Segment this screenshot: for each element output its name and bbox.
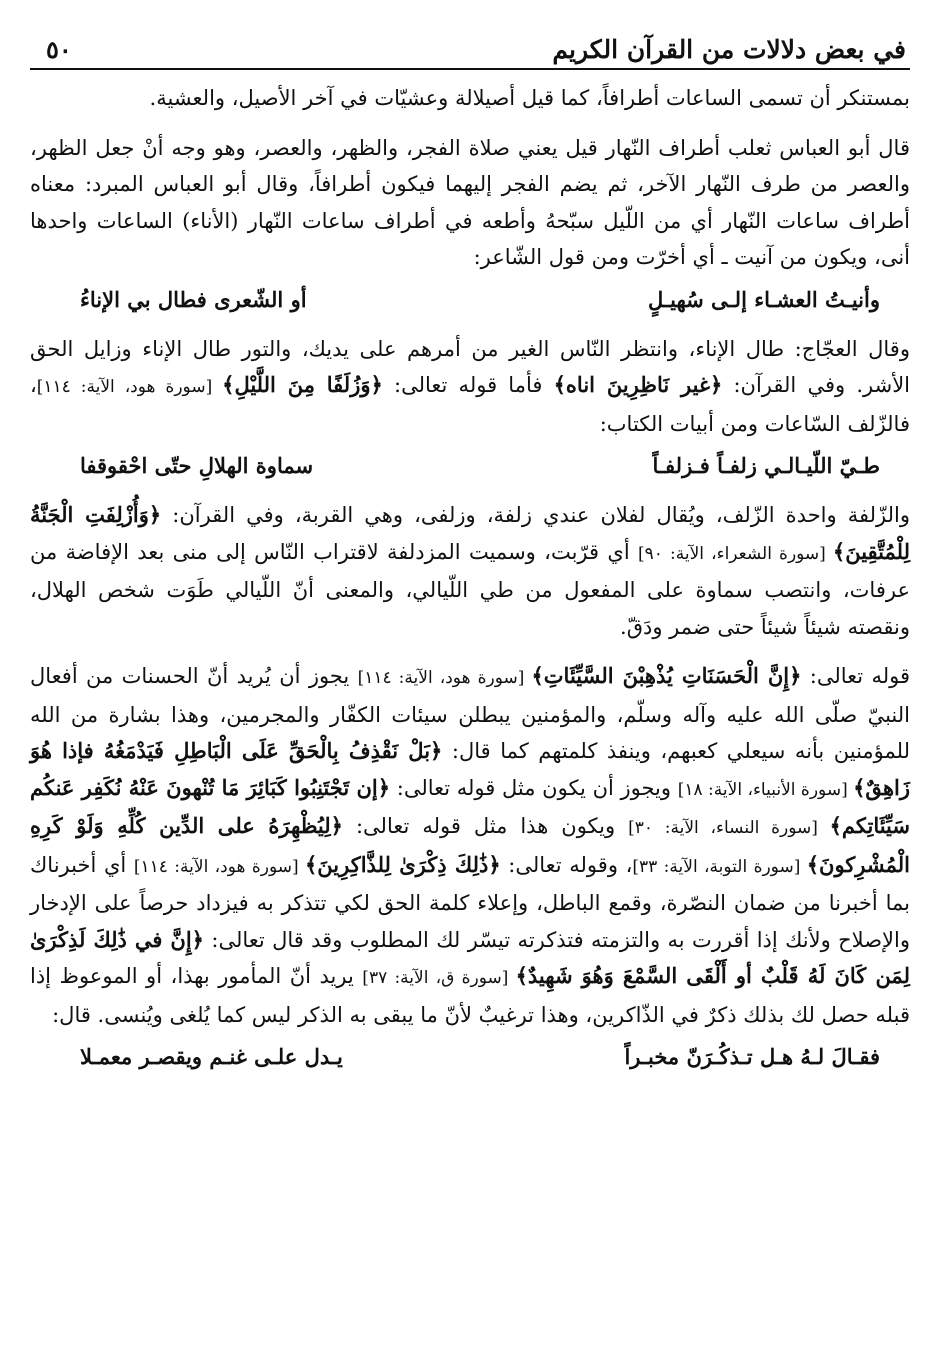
verse-1-first-hemistich: وأنيـتُ العشـاء إلـى سُهيـلٍ	[648, 286, 880, 312]
quran-quote: ﴿إن تَجْتَنِبُوا كَبَائِرَ مَا تُنْهونَ عَنْهُ نُكَفِر عَنكُم سَيِّئَاتِكم﴾	[30, 774, 910, 838]
p5-text-d: ويكون هذا مثل قوله تعالى:	[342, 814, 629, 838]
quran-quote: ﴿بَلْ نَقْذِفُ بِالْحَقِّ عَلَى الْبَاطِلِ فَيَدْمَغُهُ فإذا هُوَ زَاهِقٌ﴾	[30, 738, 910, 800]
quran-quote: ﴿إِنَّ الْحَسَنَاتِ يُذْهِبْنَ السَّيِّئَاتِ﴾	[531, 663, 802, 688]
p5-text-a: قوله تعالى:	[801, 664, 910, 688]
poetry-verse-1	[30, 282, 910, 318]
verse-1-second-hemistich: أو الشّعرى فطال بي الإناءُ	[80, 286, 307, 312]
p5-text-c: ويجوز أن يكون مثل قوله تعالى:	[390, 775, 678, 800]
running-header	[30, 28, 910, 70]
p3-text-b: فأما قوله تعالى:	[382, 373, 554, 397]
paragraph-2: قال أبو العباس ثعلب أطراف النّهار قيل يعني صلاة الفجر، والظهر، والعصر، وهو وجه أنْ جعل الظهر، والعصر من طرف النّهار الآخر، ثم يضم الفجر إليهما فيكون أطرافاً، وقال أبو العباس المبرد: معناه أطراف ساعات النّهار أي من اللّيل سبّحهُ وأطعه في أطراف ساعات النّهار (الأناء) الساعات واحدها أنى، ويكون من آنيت ـ أي أخرّت ومن قول الشّاعر:	[30, 135, 910, 269]
poetry-verse-2	[30, 448, 910, 484]
quran-quote: ﴿لِيُظْهِرَهُ على الدِّين كُلِّهِ وَلَوْ كَرِهِ الْمُشْرِكونَ﴾	[30, 813, 910, 877]
p3-text-a: وقال العجّاج: طال الإناء، وانتظر النّاس الغير من أمرهم على يديك، والتور طال الإناء وزايل الحق الأشر. وفي القرآن:	[30, 336, 911, 397]
quran-quote: ﴿ذَٰلِكَ ذِكْرَىٰ لِلذَّاكِرِينَ﴾	[305, 851, 501, 877]
sura-reference: [سورة الأنبياء، الآية: ١٨]	[677, 779, 854, 800]
p3-text-c: ، فالزّلف السّاعات ومن أبيات الكتاب:	[30, 373, 910, 436]
p4-text-a: والزّلفة واحدة الزّلف، ويُقال لفلان عندي زلفة، وزلفى، وهي القربة، وفي القرآن:	[161, 503, 910, 527]
paragraph-1: بمستنكر أن تسمى الساعات أطرافاً، كما قيل أصيلالة وعشيّات في آخر الأصيل، والعشية.	[149, 86, 910, 110]
running-title: في بعض دلالات من القرآن الكريم	[552, 35, 906, 64]
p5-text-e: ، وقوله تعالى:	[500, 852, 633, 877]
book-page	[30, 28, 910, 1083]
quran-quote: ﴿وَأُزْلِفَتِ الْجَنَّةُ لِلْمُتَّقِينَ﴾	[30, 502, 910, 564]
sura-reference: [سورة التوبة، الآية: ٣٣]	[632, 856, 807, 877]
p5-text-g: يريد أنّ المأمور بهذا، أو الموعوظ إذا قبله حصل لك بذلك ذكرٌ في الذّاكرين، وهذا ترغيبٌ لأنّ ما يبقى به الذكر ليس كما يُلغى ويُنسى. قال:	[30, 964, 910, 1027]
verse-2-second-hemistich: سماوة الهلالِ حتّى احْقوقفا	[80, 453, 314, 478]
p5-text-f: أي أخبرناك بما أخبرنا من ضمان النصّرة، وقمع الباطل، وإعلاء كلمة الحق لكي تتذكر به فيزداد حرصاً على الإدخار والإصلاح ولأنك إذا أقررت به والتزمته فتذكرته تيسّر لك المطلوب وقد قال تعالى:	[30, 852, 910, 952]
p4-text-b: أي قرّبت، وسميت المزدلفة لاقتراب النّاس إلى منى بعد الإفاضة من عرفات، وانتصب سماوة على المفعول من طي اللّيالي، والمعنى أنّ اللّيالي طَوَت شخص الهلال، ونقصته شيئاً شيئاً حتى ضمر ودَقّ.	[30, 539, 910, 639]
paragraph-5	[30, 658, 910, 1033]
paragraph-3	[30, 331, 910, 443]
quran-quote: ﴿وَزُلَفًا مِنَ اللَّيْلِ﴾	[222, 372, 383, 397]
p5-text-b: يجوز أن يُريد أنّ الحسنات من أفعال النبيّ صلّى الله عليه وآله وسلّم، والمؤمنين يبطلن سيئات الكفّار والمجرمين، وهذا بشارة من الله للمؤمنين بأنه سيعلي كعبهم، وينفذ كلمتهم كما قال:	[30, 664, 910, 763]
sura-reference: [سورة النساء، الآية: ٣٠]	[628, 818, 830, 838]
quran-quote: ﴿غير نَاظِرِينَ اناه﴾	[553, 372, 723, 397]
sura-reference: [سورة هود، الآية: ١١٤]	[36, 377, 223, 397]
verse-3-first-hemistich: فقـالَ لـهُ هـل تـذكُـرَنّ مخبـراً	[624, 1044, 880, 1069]
paragraph-4	[30, 497, 910, 645]
verse-2-first-hemistich: طـيّ اللّيـالـي زلفـاً فـزلفـاً	[652, 453, 880, 478]
poetry-verse-3	[30, 1039, 910, 1075]
sura-reference: [سورة هود، الآية: ١١٤]	[357, 668, 532, 688]
sura-reference: [سورة الشعراء، الآية: ٩٠]	[638, 543, 833, 564]
page-number: ٥٠	[46, 35, 72, 64]
sura-reference: [سورة ق، الآية: ٣٧]	[362, 968, 516, 988]
sura-reference: [سورة هود، الآية: ١١٤]	[133, 856, 305, 877]
verse-3-second-hemistich: يـدل علـى غنـم ويقصـر معمـلا	[80, 1044, 343, 1069]
quran-quote: ﴿إِنَّ في ذَٰلِكَ لَذِكْرَىٰ لِمَن كَانَ لَهُ قَلْبٌ أو أَلْقَى السَّمْعَ وَهُوَ شَهِيدٌ﴾	[30, 926, 910, 988]
